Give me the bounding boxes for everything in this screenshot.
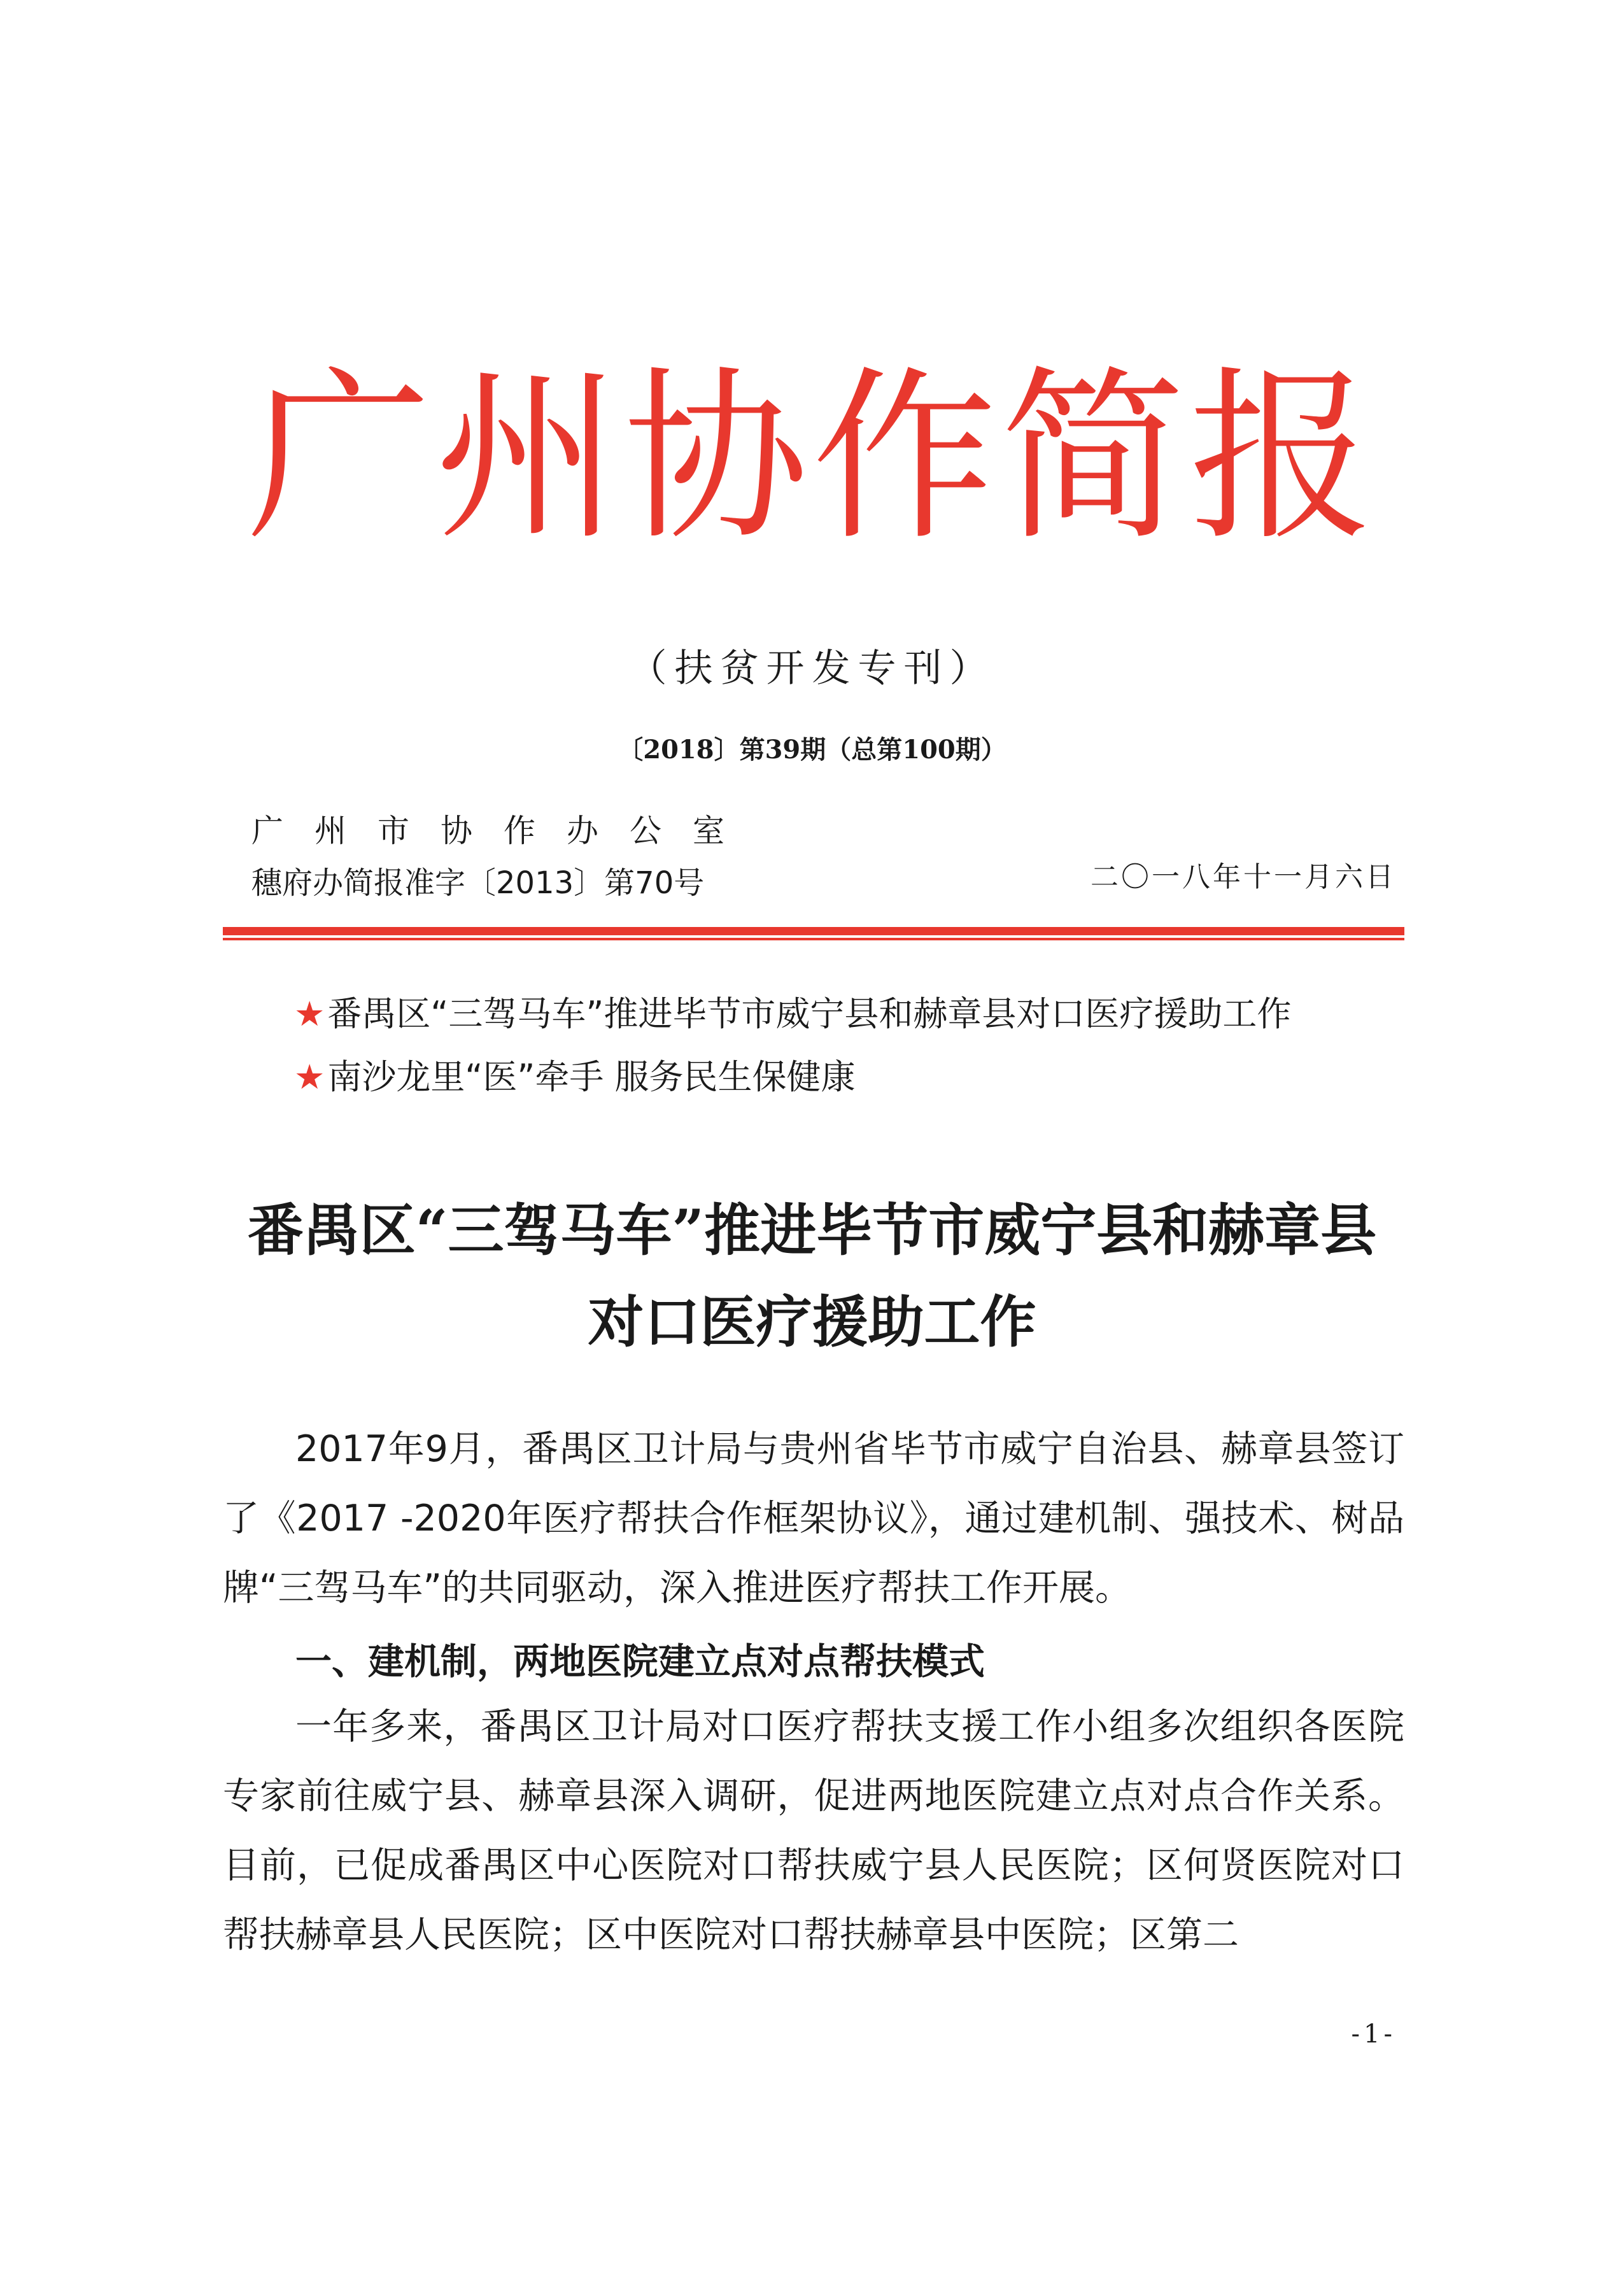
star-icon: ★ xyxy=(294,1057,325,1097)
headline-line-1: 番禺区“三驾马车”推进毕节市威宁县和赫章县 xyxy=(247,1197,1377,1263)
body-paragraph: 一年多来，番禺区卫计局对口医疗帮扶支援工作小组多次组织各医院专家前往威宁县、赫章县深入调研，促进两地医院建立点对点合作关系。目前，已促成番禺区中心医院对口帮扶威宁县人民医院；区何贤医院对口帮扶赫章县人民医院；区中医院对口帮扶赫章县中医院；区第二 xyxy=(223,1706,1404,1956)
approval-number: 穗府办简报准字〔2013〕第70号 xyxy=(251,865,705,901)
toc-item-text: 南沙龙里“医”牵手 服务民生保健康 xyxy=(327,1057,856,1097)
toc-item-text: 番禺区“三驾马车”推进毕节市威宁县和赫章县对口医疗援助工作 xyxy=(327,994,1292,1034)
headline-line-2: 对口医疗援助工作 xyxy=(588,1289,1036,1355)
issuing-office: 广州市协作办公室 xyxy=(251,812,756,849)
toc-item xyxy=(294,1052,1440,1103)
header-divider-thin xyxy=(223,938,1404,940)
page-number: -1- xyxy=(1351,2020,1396,2049)
article-headline xyxy=(191,1184,1433,1368)
publish-date: 二〇一八年十一月六日 xyxy=(1091,861,1396,893)
masthead-title: 广州协作简报 xyxy=(246,351,1378,565)
toc-item xyxy=(294,989,1440,1040)
star-icon: ★ xyxy=(294,994,325,1034)
issue-number: 〔2018〕第39期（总第100期） xyxy=(618,735,1006,765)
section-heading: 一、建机制，两地医院建立点对点帮扶模式 xyxy=(295,1641,985,1683)
header-divider-thick xyxy=(223,927,1404,935)
special-issue-subtitle: （扶贫开发专刊） xyxy=(628,646,996,691)
body-paragraph: 2017年9月，番禺区卫计局与贵州省毕节市威宁自治县、赫章县签订了《2017 -2020年医疗帮扶合作框架协议》，通过建机制、强技术、树品牌“三驾马车”的共同驱动，深入推进医疗帮扶工作开展。 xyxy=(223,1428,1404,1609)
